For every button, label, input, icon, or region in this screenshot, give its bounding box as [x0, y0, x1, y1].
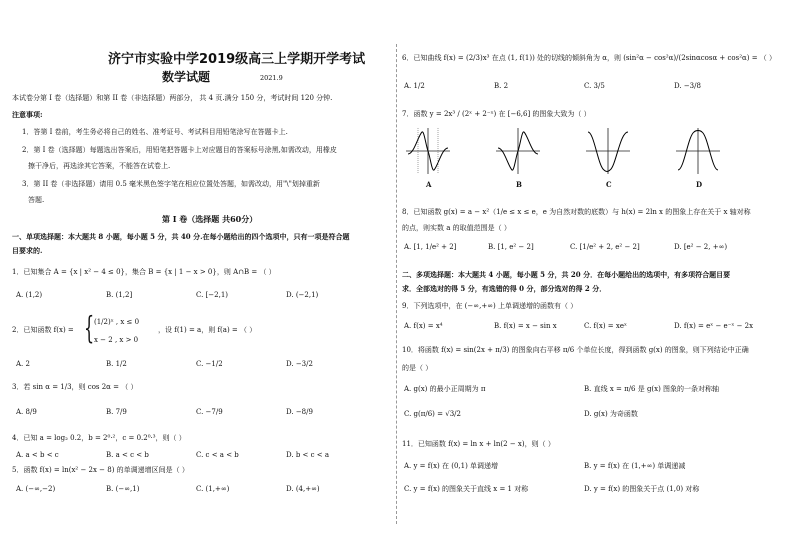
section2-instr-a: 二、多项选择题：本大题共 4 小题，每小题 5 分，共 20 分．在每小题给出的选项中，有多项符合题目要 [402, 270, 731, 279]
q7-graph-a [404, 126, 452, 176]
q4-option-c: C. c < a < b [196, 451, 239, 459]
q11-option-b: B. y = f(x) 在 (1,+∞) 单调递减 [584, 462, 686, 470]
q2-case-2: x − 2 , x > 0 [94, 336, 139, 344]
q6-option-d: D. −3/8 [674, 82, 701, 90]
q9-option-c: C. f(x) = xeˣ [584, 322, 627, 330]
q11-option-d: D. y = f(x) 的图象关于点 (1,0) 对称 [584, 485, 700, 493]
q10-stem-b: 的是（ ） [402, 364, 433, 372]
q9-option-a: A. f(x) = x⁴ [404, 322, 443, 330]
q7-graph-d [674, 126, 722, 176]
q1-option-b: B. (1,2] [106, 291, 133, 299]
q10-option-a: A. g(x) 的最小正周期为 π [404, 385, 486, 393]
q8-option-d: D. [e² − 2, +∞) [674, 243, 728, 251]
intro-line: 本试卷分第 I 卷（选择题）和第 II 卷（非选择题）两部分， 共 4 页.满分 150 分，考试时间 120 分钟. [12, 94, 333, 102]
exam-date: 2021.9 [260, 74, 283, 82]
q7-label-b: B [516, 180, 522, 189]
q1-option-c: C. [−2,1) [196, 291, 229, 299]
note-2b: 擦干净后，再选涂其它答案，不能答在试卷上. [28, 162, 171, 170]
q11-stem: 11．已知函数 f(x) = ln x + ln(2 − x)，则（ ） [402, 440, 555, 448]
q7-label-d: D [696, 180, 703, 189]
q7-label-c: C [606, 180, 612, 189]
q4-stem: 4．已知 a = log₂ 0.2，b = 2⁰·²，c = 0.2⁰·³，则（ ） [12, 434, 186, 442]
q2-option-d: D. −3/2 [286, 360, 313, 368]
section1-instr-a: 一、单项选择题：本大题共 8 小题，每小题 5 分，共 40 分.在每小题给出的四个选项中，只有一项是符合题 [12, 232, 350, 241]
q7-graph-b [494, 126, 542, 176]
section1-heading: 第 I 卷（选择题 共60分） [162, 214, 258, 224]
section2-instr-b: 求．全部选对的得 5 分，有选错的得 0 分，部分选对的得 2 分． [402, 284, 607, 293]
q4-option-a: A. a < b < c [16, 451, 59, 459]
q9-option-b: B. f(x) = x − sin x [494, 322, 557, 330]
section1-instr-b: 目要求的. [12, 246, 43, 255]
notes-heading: 注意事项: [12, 110, 43, 119]
q6-option-b: B. 2 [494, 82, 509, 90]
q6-stem: 6．已知曲线 f(x) = (2/3)x³ 在点 (1, f(1)) 处的切线的倾斜角为 α，则 (sin²α − cos²α)/(2sinαcosα + cos²α) = （ ） [402, 54, 777, 62]
q7-label-a: A [426, 180, 432, 189]
q5-stem: 5．函数 f(x) = ln(x² − 2x − 8) 的单调递增区间是（ ） [12, 466, 189, 474]
column-divider [396, 44, 397, 524]
q10-option-b: B. 直线 x = π/6 是 g(x) 图象的一条对称轴 [584, 385, 720, 393]
q2-brace: { [84, 310, 95, 347]
q7-stem: 7．函数 y = 2x³ / (2ˣ + 2⁻ˣ) 在 [−6,6] 的图象大致为（ ） [402, 110, 591, 118]
note-3b: 答题. [28, 196, 45, 204]
q2-option-c: C. −1/2 [196, 360, 223, 368]
q10-option-c: C. g(π/6) = √3/2 [404, 410, 461, 418]
q2-option-a: A. 2 [16, 360, 30, 368]
q8-option-b: B. [1, e² − 2] [488, 243, 534, 251]
q3-stem: 3．若 sin α = 1/3，则 cos 2α = （ ） [12, 383, 138, 391]
q4-option-b: B. a < c < b [106, 451, 149, 459]
q6-option-a: A. 1/2 [404, 82, 425, 90]
q1-stem: 1．已知集合 A = {x | x² − 4 ≤ 0}，集合 B = {x | 1 − x > 0}，则 A∩B = （ ） [12, 268, 276, 276]
q5-option-b: B. (−∞,1) [106, 485, 140, 493]
q9-option-d: D. f(x) = eˣ − e⁻ˣ − 2x [674, 322, 754, 330]
exam-title: 济宁市实验中学2019级高三上学期开学考试 [108, 52, 366, 67]
note-2a: 2．第 I 卷（选择题）每题选出答案后，用铅笔把答题卡上对应题目的答案标号涂黑,如需改动，用橡皮 [22, 146, 337, 154]
q8-option-a: A. [1, 1/e² + 2] [404, 243, 457, 251]
q10-stem-a: 10．将函数 f(x) = sin(2x + π/3) 的图象向右平移 π/6 个单位长度，得到函数 g(x) 的图象，则下列结论中正确 [402, 346, 749, 354]
q1-option-d: D. (−2,1) [286, 291, 319, 299]
q2-stem-post: ，设 f(1) = a，则 f(a) = （ ） [158, 326, 257, 334]
q5-option-c: C. (1,+∞) [196, 485, 230, 493]
q4-option-d: D. b < c < a [286, 451, 330, 459]
q5-option-a: A. (−∞,−2) [16, 485, 56, 493]
q1-option-a: A. (1,2) [16, 291, 43, 299]
q9-stem: 9．下列选项中，在 (−∞,+∞) 上单调递增的函数有（ ） [402, 302, 578, 310]
q3-option-b: B. 7/9 [106, 408, 127, 416]
note-3a: 3．第 II 卷（非选择题）请用 0.5 毫米黑色签字笔在相应位置处答题，如需改动，用"\"划掉重新 [22, 180, 320, 188]
q7-graph-c [584, 126, 632, 176]
q8-stem-a: 8．已知函数 g(x) = a − x²（1/e ≤ x ≤ e，e 为自然对数的底数）与 h(x) = 2ln x 的图象上存在关于 x 轴对称 [402, 208, 751, 216]
q11-option-c: C. y = f(x) 的图象关于直线 x = 1 对称 [404, 485, 529, 493]
q11-option-a: A. y = f(x) 在 (0,1) 单调递增 [404, 462, 499, 470]
q6-option-c: C. 3/5 [584, 82, 605, 90]
q5-option-d: D. (4,+∞) [286, 485, 320, 493]
q3-option-c: C. −7/9 [196, 408, 223, 416]
q3-option-d: D. −8/9 [286, 408, 313, 416]
q2-option-b: B. 1/2 [106, 360, 127, 368]
q3-option-a: A. 8/9 [16, 408, 37, 416]
exam-subject: 数学试题 [162, 70, 211, 84]
q8-option-c: C. [1/e² + 2, e² − 2] [570, 243, 640, 251]
note-1: 1．答第 I 卷前，考生务必将自己的姓名、准考证号、考试科目用铅笔涂写在答题卡上. [22, 128, 288, 136]
q8-stem-b: 的点，则实数 a 的取值范围是（ ） [402, 224, 511, 232]
q10-option-d: D. g(x) 为奇函数 [584, 410, 638, 418]
q2-stem-pre: 2．已知函数 f(x) = [12, 326, 74, 334]
q2-case-1: (1/2)ˣ , x ≤ 0 [94, 318, 140, 326]
